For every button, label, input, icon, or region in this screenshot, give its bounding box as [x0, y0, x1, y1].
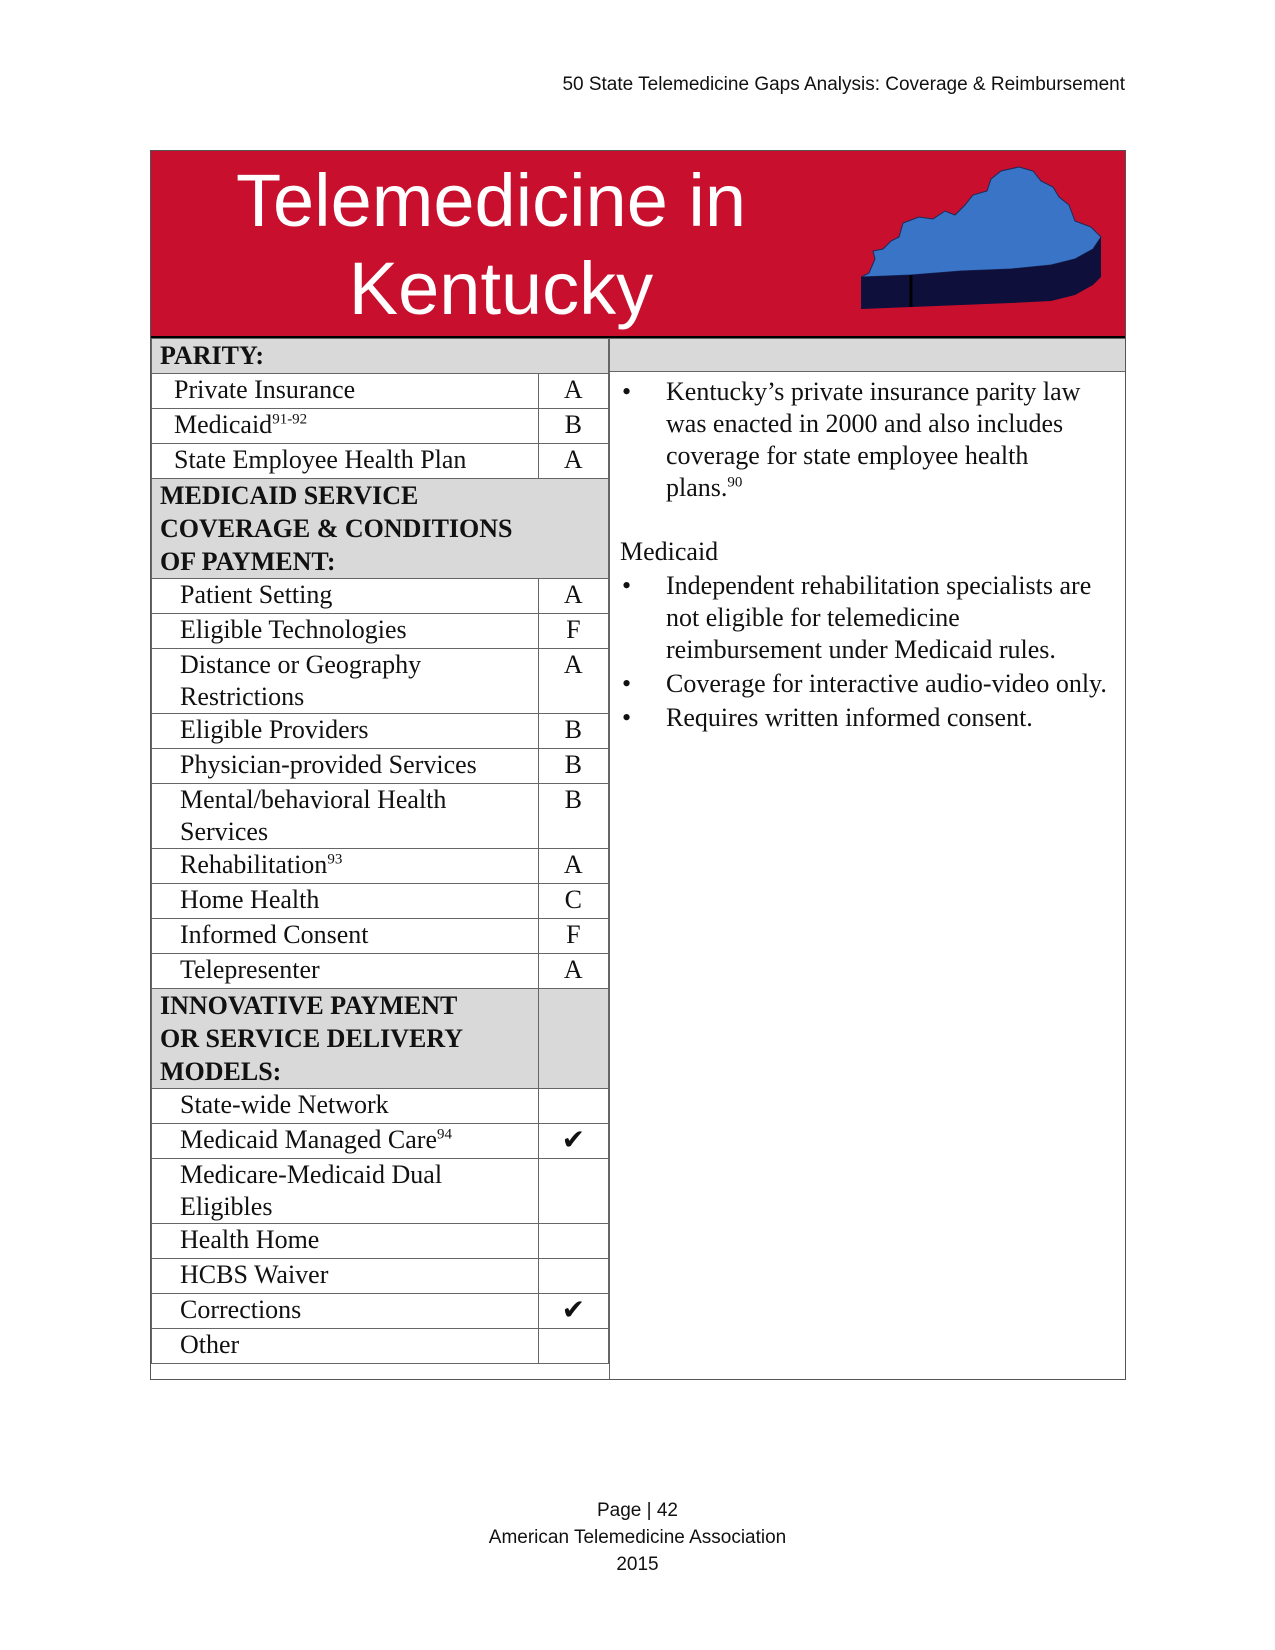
row-grade: B	[538, 714, 608, 749]
check-mark-icon	[538, 1259, 608, 1294]
footnote-ref: 94	[437, 1126, 453, 1143]
check-mark-icon	[538, 1159, 608, 1224]
footer-organization: American Telemedicine Association	[488, 1527, 787, 1548]
footer-year: 2015	[616, 1554, 659, 1575]
table-row	[152, 1329, 609, 1364]
section-heading	[152, 479, 609, 579]
table-row	[152, 884, 609, 919]
grades-table	[151, 338, 609, 1364]
check-mark-icon: ✔	[538, 1124, 608, 1159]
row-grade: B	[538, 409, 608, 444]
section-heading: PARITY:	[152, 339, 609, 374]
row-label: State Employee Health Plan	[152, 444, 539, 479]
row-label-line: Eligibles	[180, 1192, 273, 1221]
list-item	[620, 668, 1107, 700]
page-title	[211, 157, 771, 333]
section-heading-line: INNOVATIVE PAYMENT	[160, 991, 458, 1020]
state-summary-card	[150, 150, 1126, 1380]
row-grade: C	[538, 884, 608, 919]
list-item	[620, 570, 1107, 666]
row-label: Telepresenter	[152, 954, 539, 989]
section-heading-line: COVERAGE & CONDITIONS	[160, 514, 513, 543]
list-item	[620, 376, 1107, 504]
row-label	[152, 784, 539, 849]
row-label: Physician-provided Services	[152, 749, 539, 784]
row-label-text: Medicaid	[174, 410, 273, 439]
bullet: •	[622, 669, 632, 698]
footnote-ref: 93	[327, 851, 343, 868]
row-label	[152, 649, 539, 714]
table-row	[152, 749, 609, 784]
row-label	[152, 1159, 539, 1224]
row-label: Patient Setting	[152, 579, 539, 614]
table-row	[152, 849, 609, 884]
table-row	[152, 784, 609, 849]
notes-subheading: Medicaid	[620, 537, 719, 566]
row-label-line: Restrictions	[180, 682, 305, 711]
table-row	[152, 1159, 609, 1224]
row-label-line: Services	[180, 817, 269, 846]
row-label-text: Rehabilitation	[180, 850, 328, 879]
row-grade: A	[538, 954, 608, 989]
table-row	[152, 714, 609, 749]
section-heading-line: OR SERVICE DELIVERY	[160, 1024, 464, 1053]
notes-header-cell	[609, 338, 1125, 372]
row-label: HCBS Waiver	[152, 1259, 539, 1294]
bullet: •	[622, 571, 632, 600]
bullet: •	[622, 377, 632, 406]
check-mark-icon: ✔	[538, 1294, 608, 1329]
notes-column	[609, 372, 1125, 1379]
table-row	[152, 579, 609, 614]
title-banner	[151, 151, 1125, 338]
row-grade: A	[538, 579, 608, 614]
section-header-parity	[152, 339, 609, 374]
row-grade: A	[538, 849, 608, 884]
row-label	[152, 849, 539, 884]
table-row	[152, 409, 609, 444]
row-label	[152, 1124, 539, 1159]
row-label	[152, 409, 539, 444]
row-grade: B	[538, 784, 608, 849]
row-label: Other	[152, 1329, 539, 1364]
row-grade: A	[538, 444, 608, 479]
section-heading-line: OF PAYMENT:	[160, 547, 336, 576]
footnote-ref: 91-92	[272, 411, 308, 428]
note-text: Independent rehabilitation specialists are not eligible for telemedicine reimbursement under Medicaid rules.	[666, 571, 1092, 664]
note-text: Coverage for interactive audio-video only.	[666, 669, 1107, 698]
table-row	[152, 1124, 609, 1159]
row-grade: F	[538, 614, 608, 649]
row-label: Private Insurance	[152, 374, 539, 409]
title-line-1: Telemedicine in	[235, 159, 747, 242]
footnote-ref: 90	[727, 474, 743, 491]
row-label: Eligible Technologies	[152, 614, 539, 649]
page-number: Page | 42	[596, 1500, 678, 1521]
table-row	[152, 1224, 609, 1259]
table-row	[152, 374, 609, 409]
row-grade: A	[538, 649, 608, 714]
medicaid-notes-list	[620, 570, 1107, 734]
row-label-line: Mental/behavioral Health	[180, 785, 447, 814]
parity-notes-list	[620, 376, 1107, 504]
row-label: Eligible Providers	[152, 714, 539, 749]
row-label: Informed Consent	[152, 919, 539, 954]
kentucky-map-icon	[861, 165, 1119, 325]
row-label-line: Medicare-Medicaid Dual	[180, 1160, 443, 1189]
table-row	[152, 444, 609, 479]
row-grade: B	[538, 749, 608, 784]
check-mark-icon	[538, 1089, 608, 1124]
bullet: •	[622, 703, 632, 732]
section-heading-line: MODELS:	[160, 1057, 282, 1086]
row-label: Home Health	[152, 884, 539, 919]
table-row	[152, 649, 609, 714]
check-mark-icon	[538, 1224, 608, 1259]
check-mark-icon	[538, 1329, 608, 1364]
table-row	[152, 1089, 609, 1124]
table-row	[152, 919, 609, 954]
row-label: Health Home	[152, 1224, 539, 1259]
row-label-line: Distance or Geography	[180, 650, 422, 679]
section-header-medicaid	[152, 479, 609, 579]
table-row	[152, 614, 609, 649]
running-header: 50 State Telemedicine Gaps Analysis: Coverage & Reimbursement	[562, 74, 1125, 95]
table-row	[152, 954, 609, 989]
section-heading-line: MEDICAID SERVICE	[160, 481, 419, 510]
note-text: Kentucky’s private insurance parity law was enacted in 2000 and also includes coverage for state employee health plans.	[666, 377, 1081, 502]
row-grade: F	[538, 919, 608, 954]
row-label: Corrections	[152, 1294, 539, 1329]
section-heading-blank	[538, 989, 608, 1089]
section-heading	[152, 989, 539, 1089]
title-line-2: Kentucky	[348, 247, 654, 330]
list-item	[620, 702, 1107, 734]
row-label: State-wide Network	[152, 1089, 539, 1124]
row-grade: A	[538, 374, 608, 409]
section-header-innovative	[152, 989, 609, 1089]
row-label-text: Medicaid Managed Care	[180, 1125, 438, 1154]
note-text: Requires written informed consent.	[666, 703, 1033, 732]
table-row	[152, 1259, 609, 1294]
table-row	[152, 1294, 609, 1329]
